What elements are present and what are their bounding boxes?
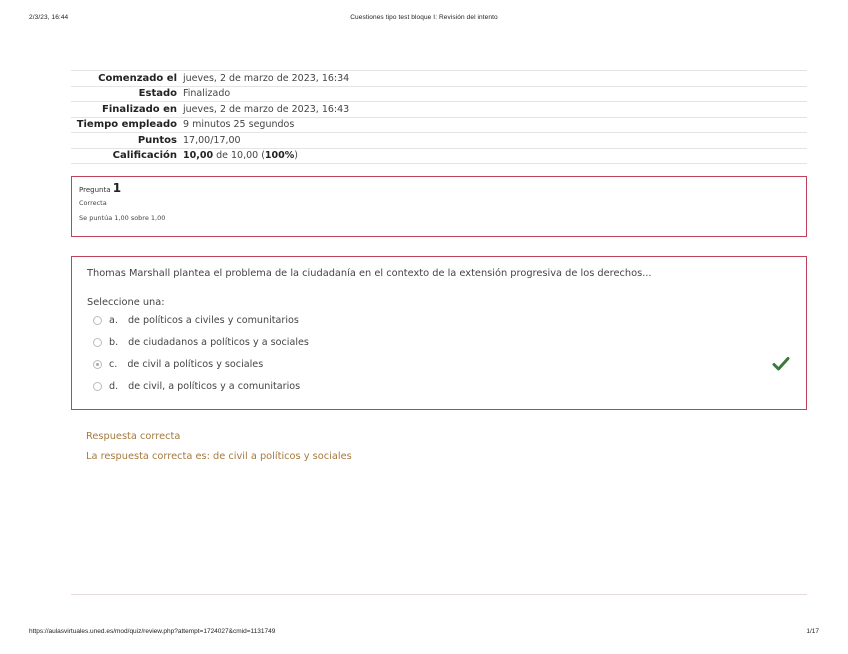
radio-button[interactable] <box>93 382 102 391</box>
summary-row <box>71 133 807 149</box>
print-url: https://aulasvirtuales.uned.es/mod/quiz/review.php?attempt=1724027&cmid=1131749 <box>29 628 276 635</box>
checkmark-icon <box>772 355 790 373</box>
grade-score: 10,00 <box>183 150 214 162</box>
question-info-box <box>71 176 807 237</box>
feedback-general: Respuesta correcta <box>86 431 181 442</box>
radio-button[interactable] <box>93 316 102 325</box>
answer-letter: d. <box>109 380 119 392</box>
summary-label: Finalizado en <box>102 103 177 115</box>
print-date: 2/3/23, 16:44 <box>29 14 69 21</box>
answer-option-a[interactable] <box>93 313 299 327</box>
summary-label: Comenzado el <box>98 72 177 84</box>
grade-close: ) <box>294 150 298 162</box>
summary-row-grade <box>71 148 807 164</box>
answer-option-c[interactable] <box>93 357 263 371</box>
answer-prompt: Seleccione una: <box>87 297 165 308</box>
answer-text: de políticos a civiles y comunitarios <box>127 314 299 326</box>
summary-row <box>71 71 807 87</box>
summary-row <box>71 86 807 102</box>
attempt-summary-table <box>71 70 807 164</box>
grade-percent: 100% <box>264 150 295 162</box>
print-page-number: 1/17 <box>806 628 819 635</box>
summary-row <box>71 102 807 118</box>
grade-of: de 10,00 ( <box>213 150 265 162</box>
question-number-value: 1 <box>112 181 122 195</box>
question-grade: Se puntúa 1,00 sobre 1,00 <box>79 214 166 222</box>
question-prefix: Pregunta <box>79 186 111 194</box>
answer-option-d[interactable] <box>93 379 300 393</box>
answer-text: de civil a políticos y sociales <box>127 358 264 370</box>
summary-value: 9 minutos 25 segundos <box>183 119 295 131</box>
radio-button-selected[interactable] <box>93 360 102 369</box>
feedback-right-answer: La respuesta correcta es: de civil a políticos y sociales <box>86 451 352 462</box>
grade-value <box>183 148 807 164</box>
print-footer <box>29 628 819 640</box>
grade-label: Calificación <box>112 150 177 162</box>
page-divider <box>71 594 807 595</box>
summary-label: Puntos <box>137 134 177 146</box>
answer-option-b[interactable] <box>93 335 309 349</box>
answer-text: de civil, a políticos y a comunitarios <box>128 380 301 392</box>
print-header <box>29 14 819 26</box>
question-content-box <box>71 256 807 410</box>
answer-letter: c. <box>109 358 118 370</box>
answer-text: de ciudadanos a políticos y a sociales <box>128 336 309 348</box>
answer-letter: b. <box>109 336 119 348</box>
summary-label: Tiempo empleado <box>76 119 177 131</box>
print-title: Cuestiones tipo test bloque I: Revisión del intento <box>350 14 498 21</box>
question-text: Thomas Marshall plantea el problema de la ciudadanía en el contexto de la extensión progresiva de los derechos... <box>87 268 652 279</box>
summary-value: jueves, 2 de marzo de 2023, 16:34 <box>183 72 350 84</box>
question-number <box>79 182 799 196</box>
summary-value: 17,00/17,00 <box>183 134 241 146</box>
summary-row <box>71 117 807 133</box>
question-state: Correcta <box>79 199 107 207</box>
summary-value: Finalizado <box>183 88 231 100</box>
radio-button[interactable] <box>93 338 102 347</box>
summary-label: Estado <box>138 88 177 100</box>
answer-letter: a. <box>109 314 118 326</box>
summary-value: jueves, 2 de marzo de 2023, 16:43 <box>183 103 350 115</box>
